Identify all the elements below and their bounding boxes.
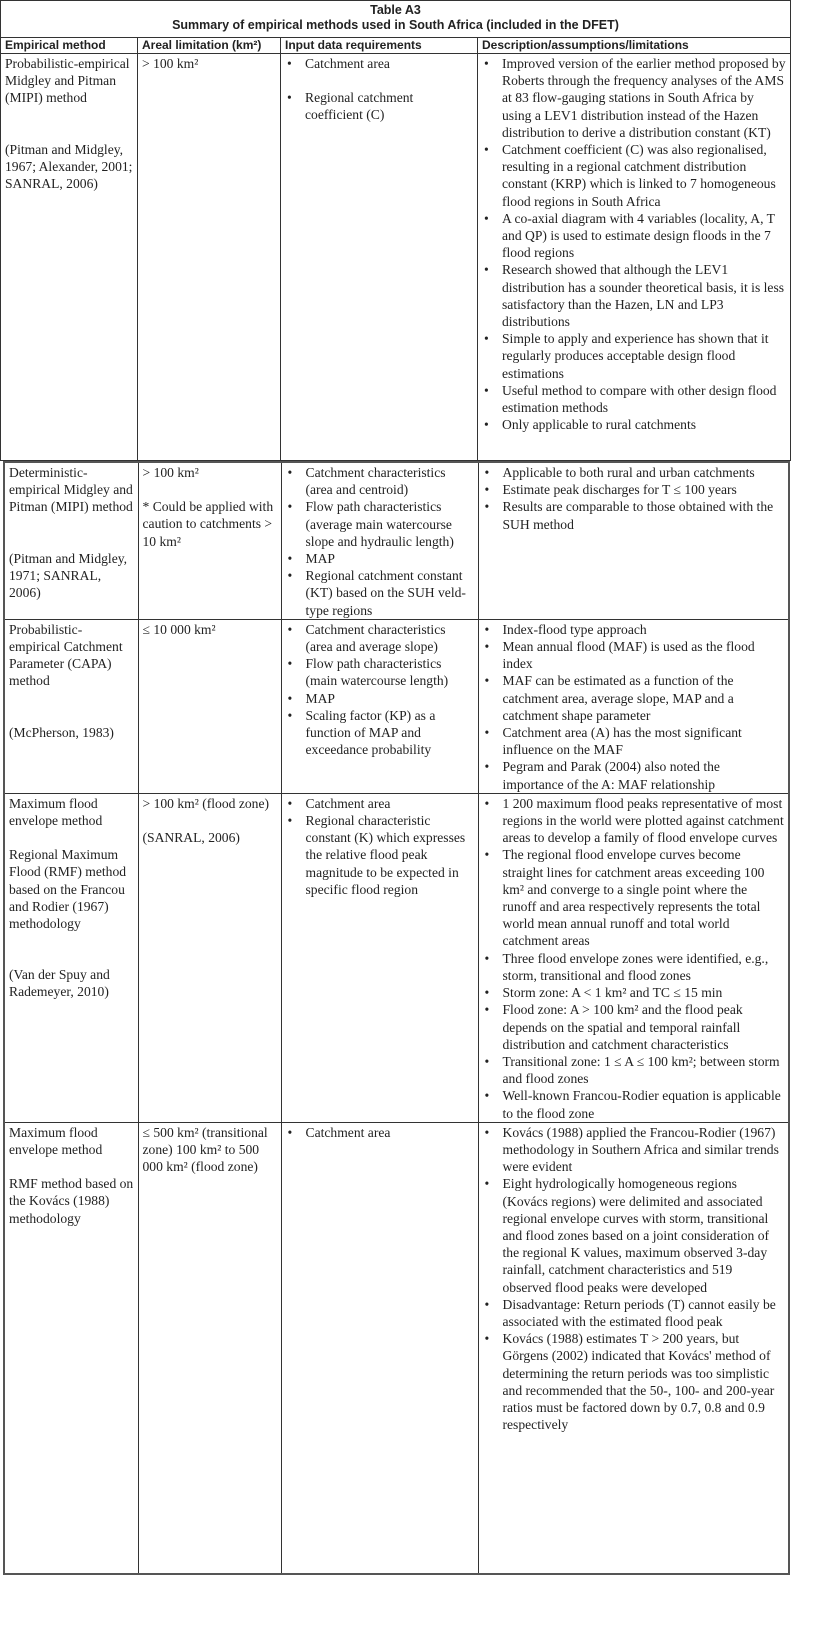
table-row	[4, 793, 789, 1122]
areal-limitation-cell	[138, 619, 281, 793]
table-row	[4, 1122, 789, 1574]
input-requirement: • Catchment area	[286, 795, 474, 812]
description-cell	[478, 462, 789, 619]
areal-limitation: > 100 km²	[142, 56, 199, 71]
description-item: • Pegram and Parak (2004) also noted the importance of the A: MAF relationship	[483, 758, 785, 792]
description-item: • Useful method to compare with other design flood estimation methods	[482, 382, 786, 416]
description-item: • Mean annual flood (MAF) is used as the flood index	[483, 638, 785, 672]
areal-limitation: > 100 km²	[142, 465, 199, 480]
method-name: Maximum flood envelope method	[9, 795, 103, 829]
input-requirement: • Catchment characteristics (area and average slope)	[286, 621, 474, 655]
areal-limitation-cell	[138, 1122, 281, 1574]
areal-limitation-cell	[138, 462, 281, 619]
summary-table-part-1	[0, 0, 791, 461]
method-reference: (McPherson, 1983)	[9, 724, 114, 740]
input-requirement: • Flow path characteristics (average main watercourse slope and hydraulic length)	[286, 498, 474, 550]
description-item: • Catchment area (A) has the most significant influence on the MAF	[483, 724, 785, 758]
description-item: • A co-axial diagram with 4 variables (locality, A, T and QP) is used to estimate design floods in the 7 flood regions	[482, 210, 786, 262]
method-name: Maximum flood envelope method	[9, 1124, 103, 1157]
description-item: • Kovács (1988) applied the Francou-Rodier (1967) methodology in Southern Africa and similar trends were evident	[483, 1124, 785, 1176]
areal-limitation: > 100 km² (flood zone)	[142, 795, 270, 811]
input-requirement: • Scaling factor (KP) as a function of MAP and exceedance probability	[286, 707, 474, 759]
description-item: • Transitional zone: 1 ≤ A ≤ 100 km²; between storm and flood zones	[483, 1053, 785, 1087]
description-cell	[478, 793, 789, 1122]
areal-limitation-cell	[138, 793, 281, 1122]
description-item: • The regional flood envelope curves become straight lines for catchment areas exceeding 100 km² and converge to a single point where the runoff and area respectively represents the total world mean annual runoff and total world catchment areas	[483, 846, 785, 949]
method-name: Regional Maximum Flood (RMF) method based on the Francou and Rodier (1967) methodology	[9, 847, 127, 932]
input-requirement: • Regional catchment constant (KT) based on the SUH veld-type regions	[286, 567, 474, 619]
table-title	[1, 1, 791, 38]
method-name: Deterministic-empirical Midgley and Pitman (MIPI) method	[9, 465, 133, 515]
table-number: Table A3	[370, 3, 421, 17]
description-item: • Well-known Francou-Rodier equation is applicable to the flood zone	[483, 1087, 785, 1121]
description-cell	[478, 54, 791, 461]
column-header: Areal limitation (km²)	[138, 38, 281, 54]
areal-limitation-cell	[138, 54, 281, 461]
input-requirement: • Catchment characteristics (area and centroid)	[286, 464, 474, 498]
method-cell	[1, 54, 138, 461]
table-caption: Summary of empirical methods used in South Africa (included in the DFET)	[172, 18, 619, 32]
areal-limitation-note: (SANRAL, 2006)	[142, 830, 240, 846]
header-row	[1, 38, 791, 54]
description-item: • MAF can be estimated as a function of the catchment area, average slope, MAP and a catchment shape parameter	[483, 672, 785, 724]
table-row	[1, 54, 791, 461]
description-item: • Research showed that although the LEV1 distribution has a sounder theoretical basis, it is less satisfactory than the Hazen, LN and LP3 distributions	[482, 261, 786, 330]
input-requirement: • Regional characteristic constant (K) which expresses the relative flood peak magnitude to be expected in specific flood region	[286, 812, 474, 898]
areal-limitation: ≤ 10 000 km²	[142, 621, 216, 637]
method-reference: (Pitman and Midgley, 1971; SANRAL, 2006)	[9, 550, 128, 601]
column-header: Input data requirements	[281, 38, 478, 54]
areal-limitation: ≤ 500 km² (transitional zone) 100 km² to 500 000 km² (flood zone)	[142, 1124, 268, 1175]
description-item: • Estimate peak discharges for T ≤ 100 years	[483, 481, 785, 498]
input-requirement: • Catchment area	[286, 1124, 474, 1141]
description-item: • Three flood envelope zones were identified, e.g., storm, transitional and flood zones	[483, 950, 785, 984]
input-requirement: • Regional catchment coefficient (C)	[285, 89, 473, 123]
table-row	[4, 619, 789, 793]
input-data-cell	[281, 462, 478, 619]
description-item: • Applicable to both rural and urban catchments	[483, 464, 785, 481]
description-cell	[478, 619, 789, 793]
description-item: • Improved version of the earlier method proposed by Roberts through the frequency analyses of the AMS at 83 flow-gauging stations in South Africa by using a LEV1 distribution instead of the Hazen distribution to derive a distribution constant (KT)	[482, 55, 786, 141]
description-item: • Only applicable to rural catchments	[482, 416, 786, 433]
input-data-cell	[281, 54, 478, 461]
input-requirement: • MAP	[286, 690, 474, 707]
summary-table-part-2	[3, 461, 790, 1575]
method-reference: (Van der Spuy and Rademeyer, 2010)	[9, 967, 110, 1000]
description-item: • Disadvantage: Return periods (T) cannot easily be associated with the estimated flood peak	[483, 1296, 785, 1330]
description-item: • Storm zone: A < 1 km² and TC ≤ 15 min	[483, 984, 785, 1001]
method-cell	[4, 462, 138, 619]
input-requirement: • MAP	[286, 550, 474, 567]
method-reference: (Pitman and Midgley, 1967; Alexander, 2001; SANRAL, 2006)	[5, 141, 133, 192]
column-header: Description/assumptions/limitations	[478, 38, 791, 54]
column-header: Empirical method	[1, 38, 138, 54]
input-requirement: • Catchment area	[285, 55, 473, 72]
method-cell	[4, 619, 138, 793]
description-item: • Results are comparable to those obtained with the SUH method	[483, 498, 785, 532]
input-data-cell	[281, 619, 478, 793]
description-item: • Kovács (1988) estimates T > 200 years, but Görgens (2002) indicated that Kovács' method of determining the return periods was too simplistic and recommended that the 50-, 100- and 200-year ratios must be factored down by 0.7, 0.8 and 0.9 respectively	[483, 1330, 785, 1433]
areal-limitation-note: * Could be applied with caution to catchments > 10 km²	[142, 499, 274, 549]
description-item: • Catchment coefficient (C) was also regionalised, resulting in a regional catchment distribution constant (KRP) which is linked to 7 homogeneous flood regions in South Africa	[482, 141, 786, 210]
description-item: • 1 200 maximum flood peaks representative of most regions in the world were plotted against catchment areas to develop a family of flood envelope curves	[483, 795, 785, 847]
description-item: • Eight hydrologically homogeneous regions (Kovács regions) were delimited and associated regional envelope curves with storm, transitional and flood zones based on a joint consideration of the regional K values, maximum observed 3-day rainfall, catchment characteristics and 519 observed flood peaks were developed	[483, 1175, 785, 1295]
method-name: Probabilistic-empirical Midgley and Pitman (MIPI) method	[5, 56, 130, 106]
input-requirement: • Flow path characteristics (main watercourse length)	[286, 655, 474, 689]
description-item: • Index-flood type approach	[483, 621, 785, 638]
description-item: • Flood zone: A > 100 km² and the flood peak depends on the spatial and temporal rainfall distribution and catchment characteristics	[483, 1001, 785, 1053]
description-cell	[478, 1122, 789, 1574]
table-row	[4, 462, 789, 619]
input-data-cell	[281, 793, 478, 1122]
input-data-cell	[281, 1122, 478, 1574]
method-cell	[4, 1122, 138, 1574]
method-name: Probabilistic-empirical Catchment Parameter (CAPA) method	[9, 621, 123, 689]
method-name: RMF method based on the Kovács (1988) methodology	[9, 1176, 134, 1226]
description-item: • Simple to apply and experience has shown that it regularly produces acceptable design flood estimations	[482, 330, 786, 382]
method-cell	[4, 793, 138, 1122]
